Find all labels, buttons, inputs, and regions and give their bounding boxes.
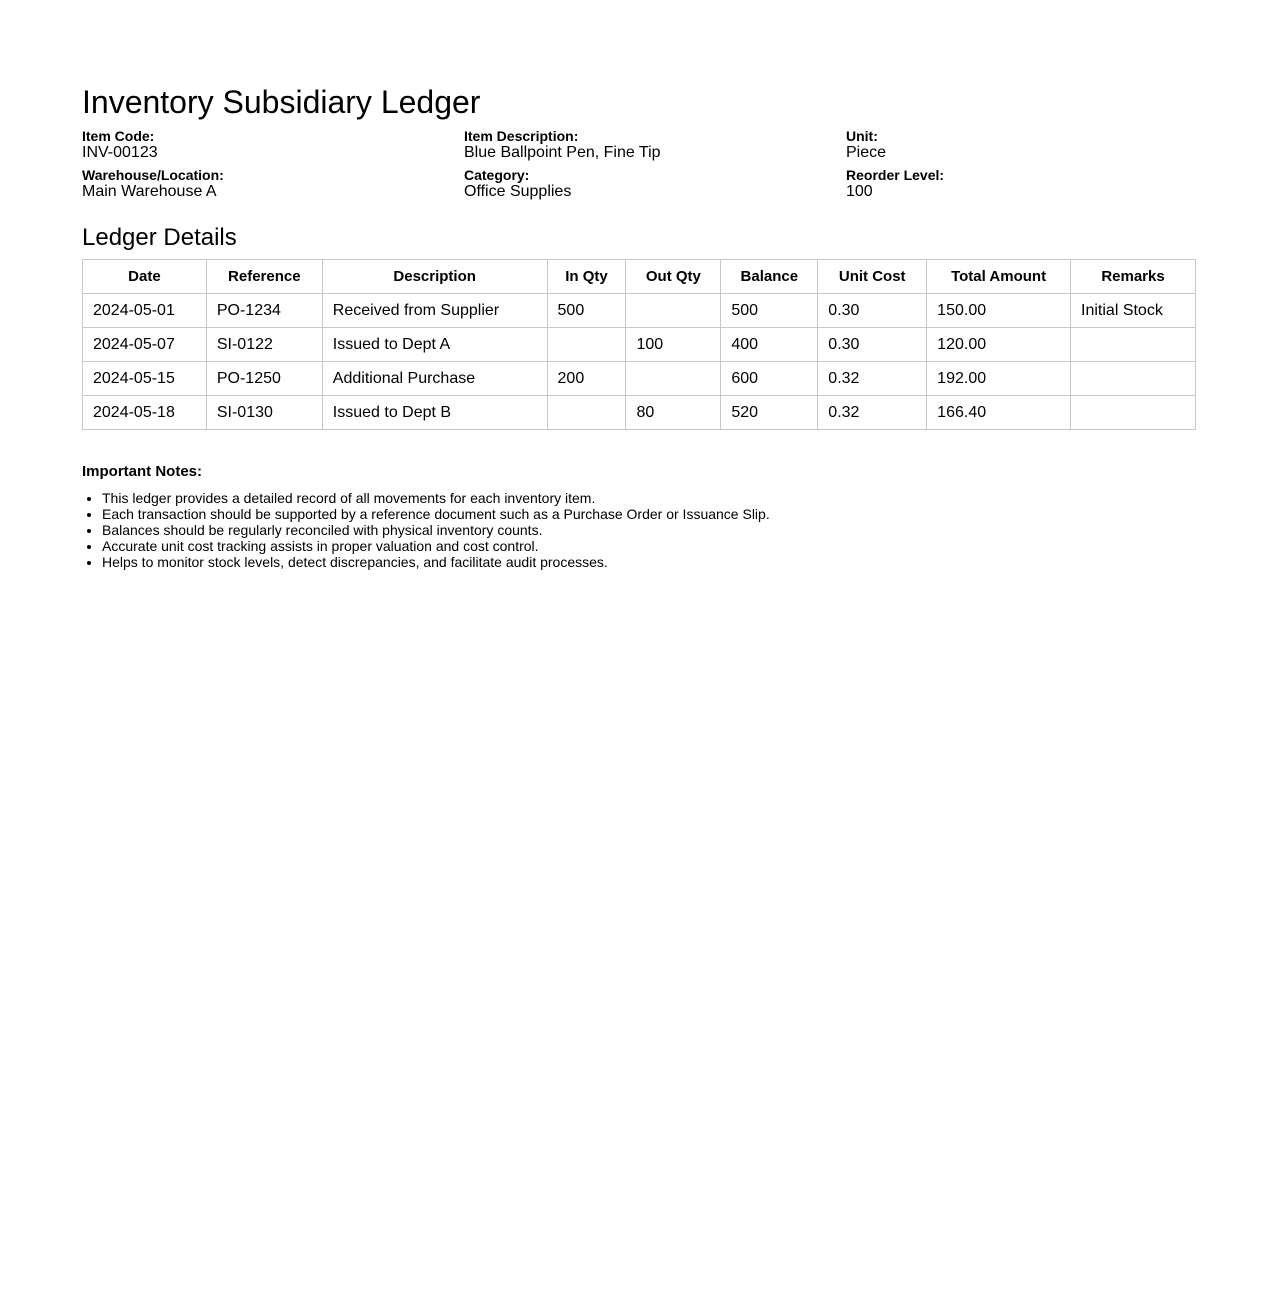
category-label: Category: bbox=[464, 167, 530, 183]
item-description-field bbox=[464, 128, 846, 161]
table-header-row bbox=[83, 260, 1196, 294]
unit-field bbox=[846, 128, 1196, 161]
cell-out-qty: 80 bbox=[626, 396, 721, 430]
item-info-grid bbox=[82, 128, 1196, 200]
table-row bbox=[83, 294, 1196, 328]
ledger-table bbox=[82, 259, 1196, 430]
item-code-label: Item Code: bbox=[82, 128, 155, 144]
table-row bbox=[83, 328, 1196, 362]
cell-unit-cost: 0.32 bbox=[818, 362, 927, 396]
cell-date: 2024-05-15 bbox=[83, 362, 207, 396]
cell-out-qty: 100 bbox=[626, 328, 721, 362]
cell-reference: SI-0122 bbox=[206, 328, 322, 362]
column-header-description: Description bbox=[322, 260, 547, 294]
cell-balance: 600 bbox=[721, 362, 818, 396]
cell-unit-cost: 0.30 bbox=[818, 294, 927, 328]
item-code-field bbox=[82, 128, 464, 161]
unit-value: Piece bbox=[846, 144, 887, 161]
cell-remarks: Initial Stock bbox=[1071, 294, 1196, 328]
cell-in-qty bbox=[547, 396, 626, 430]
cell-description: Received from Supplier bbox=[322, 294, 547, 328]
cell-description: Issued to Dept B bbox=[322, 396, 547, 430]
list-item: • This ledger provides a detailed record of all movements for each inventory item. bbox=[102, 490, 1196, 506]
cell-remarks bbox=[1071, 328, 1196, 362]
cell-description: Additional Purchase bbox=[322, 362, 547, 396]
table-row bbox=[83, 396, 1196, 430]
cell-balance: 500 bbox=[721, 294, 818, 328]
unit-label: Unit: bbox=[846, 128, 878, 144]
column-header-date: Date bbox=[83, 260, 207, 294]
list-item: • Balances should be regularly reconciled with physical inventory counts. bbox=[102, 522, 1196, 538]
document-page bbox=[0, 0, 1278, 570]
cell-balance: 400 bbox=[721, 328, 818, 362]
notes-title: Important Notes: bbox=[82, 463, 202, 480]
cell-reference: SI-0130 bbox=[206, 396, 322, 430]
cell-total-amount: 120.00 bbox=[927, 328, 1071, 362]
cell-out-qty bbox=[626, 294, 721, 328]
category-field bbox=[464, 167, 846, 200]
column-header-total-amount: Total Amount bbox=[927, 260, 1071, 294]
column-header-unit-cost: Unit Cost bbox=[818, 260, 927, 294]
page-title: Inventory Subsidiary Ledger bbox=[82, 84, 481, 120]
cell-out-qty bbox=[626, 362, 721, 396]
table-row bbox=[83, 362, 1196, 396]
cell-reference: PO-1234 bbox=[206, 294, 322, 328]
cell-total-amount: 166.40 bbox=[927, 396, 1071, 430]
item-description-value: Blue Ballpoint Pen, Fine Tip bbox=[464, 144, 661, 161]
cell-remarks bbox=[1071, 362, 1196, 396]
cell-date: 2024-05-01 bbox=[83, 294, 207, 328]
cell-description: Issued to Dept A bbox=[322, 328, 547, 362]
list-item: • Accurate unit cost tracking assists in proper valuation and cost control. bbox=[102, 538, 1196, 554]
cell-in-qty: 500 bbox=[547, 294, 626, 328]
column-header-in-qty: In Qty bbox=[547, 260, 626, 294]
cell-date: 2024-05-18 bbox=[83, 396, 207, 430]
column-header-out-qty: Out Qty bbox=[626, 260, 721, 294]
item-description-label: Item Description: bbox=[464, 128, 579, 144]
list-item: • Each transaction should be supported by a reference document such as a Purchase Order or Issuance Slip. bbox=[102, 506, 1196, 522]
list-item: • Helps to monitor stock levels, detect discrepancies, and facilitate audit processes. bbox=[102, 554, 1196, 570]
reorder-level-field bbox=[846, 167, 1196, 200]
cell-reference: PO-1250 bbox=[206, 362, 322, 396]
cell-in-qty: 200 bbox=[547, 362, 626, 396]
warehouse-location-field bbox=[82, 167, 464, 200]
cell-balance: 520 bbox=[721, 396, 818, 430]
cell-unit-cost: 0.30 bbox=[818, 328, 927, 362]
column-header-balance: Balance bbox=[721, 260, 818, 294]
cell-unit-cost: 0.32 bbox=[818, 396, 927, 430]
item-code-value: INV-00123 bbox=[82, 144, 158, 161]
reorder-level-label: Reorder Level: bbox=[846, 167, 945, 183]
cell-remarks bbox=[1071, 396, 1196, 430]
column-header-remarks: Remarks bbox=[1071, 260, 1196, 294]
column-header-reference: Reference bbox=[206, 260, 322, 294]
reorder-level-value: 100 bbox=[846, 183, 873, 200]
cell-total-amount: 192.00 bbox=[927, 362, 1071, 396]
warehouse-location-label: Warehouse/Location: bbox=[82, 167, 224, 183]
warehouse-location-value: Main Warehouse A bbox=[82, 183, 217, 200]
ledger-section-title: Ledger Details bbox=[82, 224, 237, 251]
category-value: Office Supplies bbox=[464, 183, 572, 200]
notes-list bbox=[82, 490, 1196, 570]
cell-total-amount: 150.00 bbox=[927, 294, 1071, 328]
cell-date: 2024-05-07 bbox=[83, 328, 207, 362]
cell-in-qty bbox=[547, 328, 626, 362]
